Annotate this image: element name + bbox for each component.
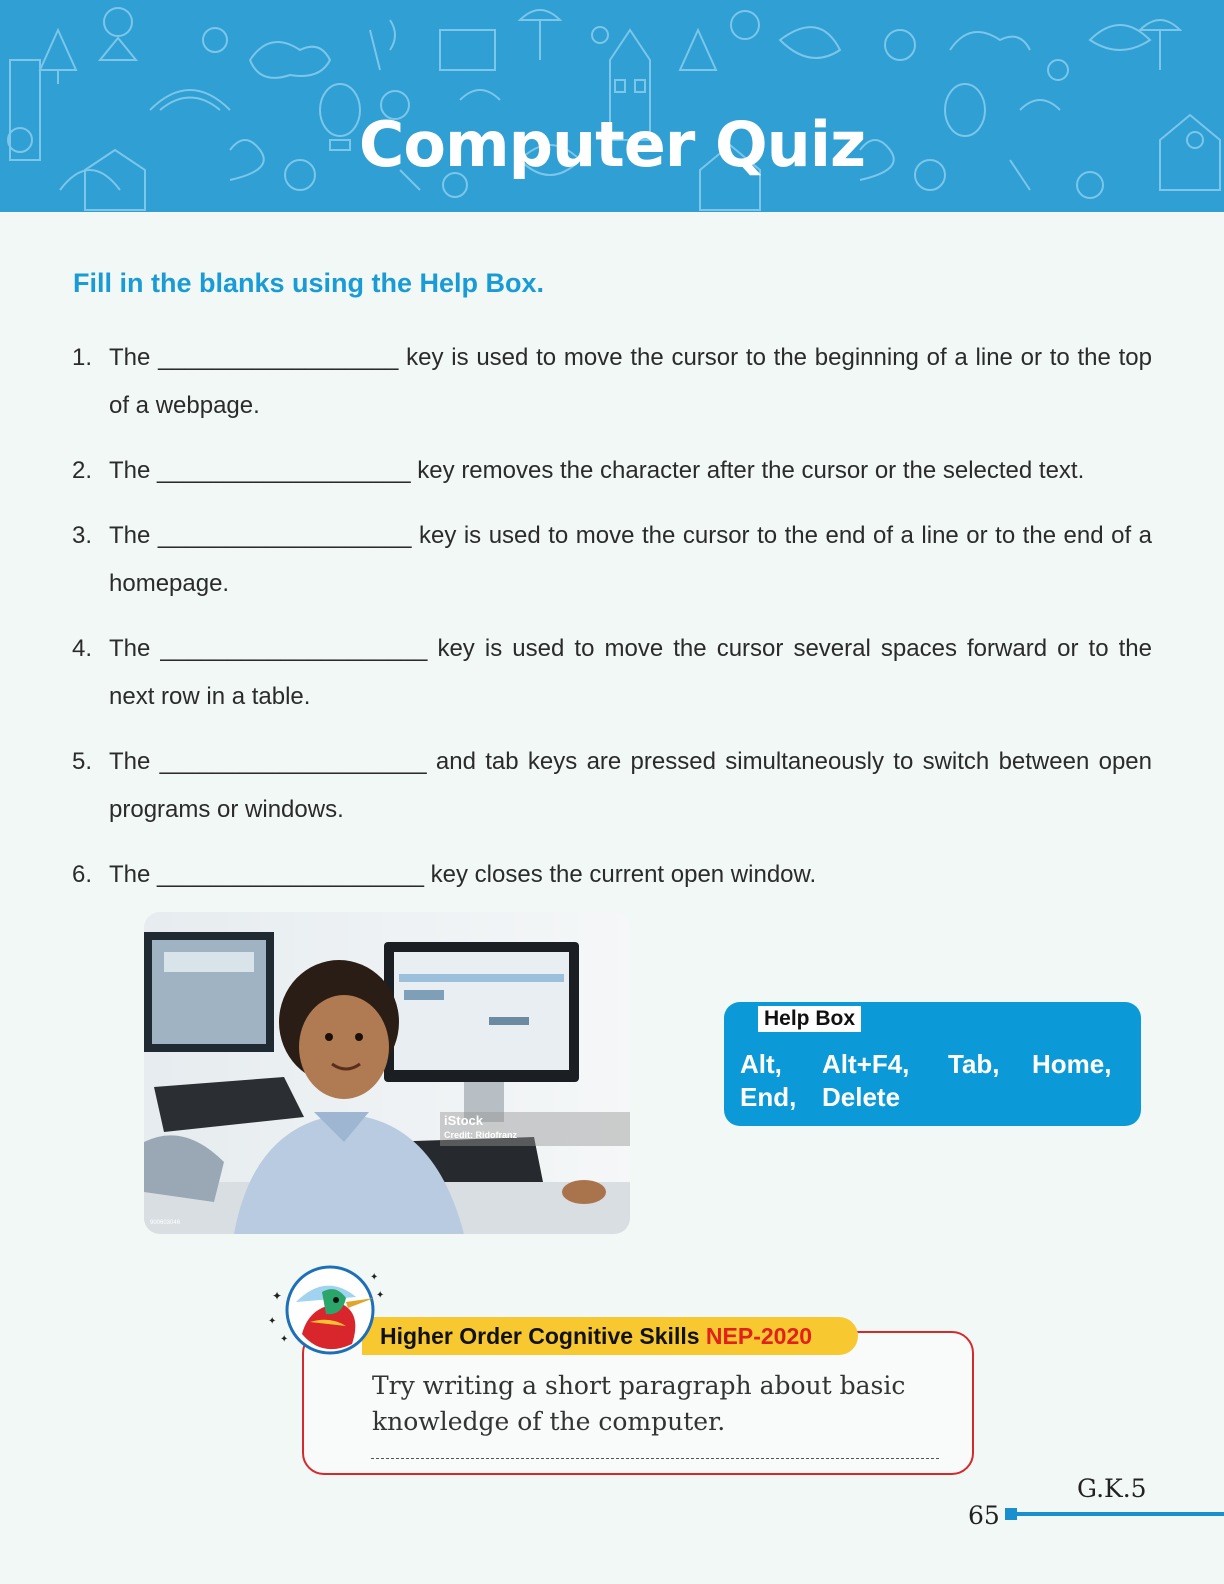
help-box-title: Help Box (758, 1006, 861, 1032)
question-number: 1. (72, 344, 93, 371)
watermark-credit: Credit: Ridofranz (444, 1130, 517, 1140)
help-option: Home, (1032, 1049, 1112, 1079)
help-option: Alt, (740, 1049, 782, 1079)
question-item (72, 512, 1152, 608)
question-text: The ____________________ key closes the current open window. (109, 861, 817, 888)
help-option: Delete (822, 1082, 901, 1112)
question-text: The ___________________ key is used to move the cursor to the end of a line or to the end of a homepage. (109, 522, 1152, 597)
nep-tag: NEP-2020 (705, 1323, 813, 1349)
boy-at-computer-photo (144, 912, 630, 1234)
hots-label (362, 1317, 858, 1355)
question-item (72, 851, 1152, 899)
question-number: 4. (72, 635, 93, 662)
help-box (724, 1002, 1141, 1126)
page-title: Computer Quiz (358, 108, 866, 181)
svg-text:✦: ✦ (272, 1289, 283, 1303)
hots-label-text: Higher Order Cognitive Skills (380, 1323, 700, 1349)
svg-text:✦: ✦ (268, 1316, 277, 1327)
question-text: The ____________________ and tab keys are pressed simultaneously to switch between open programs or windows. (109, 748, 1152, 823)
question-item (72, 738, 1152, 834)
boy-computer-illustration-icon (144, 912, 630, 1234)
page-number: 65 (968, 1501, 1000, 1530)
hots-prompt: Try writing a short paragraph about basic knowledge of the computer. (372, 1371, 906, 1436)
help-option: Alt+F4, (822, 1049, 910, 1079)
question-number: 6. (72, 861, 93, 888)
help-option: End, (740, 1082, 797, 1112)
svg-text:✦: ✦ (370, 1272, 379, 1283)
photo-watermark (440, 1112, 630, 1146)
question-text: The ___________________ key removes the character after the cursor or the selected text. (109, 457, 1085, 484)
question-number: 5. (72, 748, 93, 775)
bird-mascot-icon (266, 1262, 386, 1362)
svg-text:✦: ✦ (280, 1334, 289, 1345)
answer-line (371, 1458, 939, 1459)
book-label: G.K.5 (1077, 1474, 1147, 1503)
question-text: The ____________________ key is used to move the cursor several spaces forward or to the next row in a table. (109, 635, 1152, 710)
svg-text:✦: ✦ (376, 1290, 385, 1301)
footer-rule (1005, 1512, 1224, 1516)
instruction-heading: Fill in the blanks using the Help Box. (73, 268, 545, 298)
question-item (72, 447, 1152, 495)
question-number: 3. (72, 522, 93, 549)
question-list (72, 334, 1152, 916)
question-item (72, 625, 1152, 721)
header-banner (0, 0, 1224, 212)
question-text: The __________________ key is used to move the cursor to the beginning of a line or to the top of a webpage. (109, 344, 1152, 419)
photo-id: 900603046 (150, 1220, 181, 1226)
question-item (72, 334, 1152, 430)
help-option: Tab, (948, 1049, 1000, 1079)
question-number: 2. (72, 457, 93, 484)
watermark-brand: iStock (444, 1113, 484, 1128)
